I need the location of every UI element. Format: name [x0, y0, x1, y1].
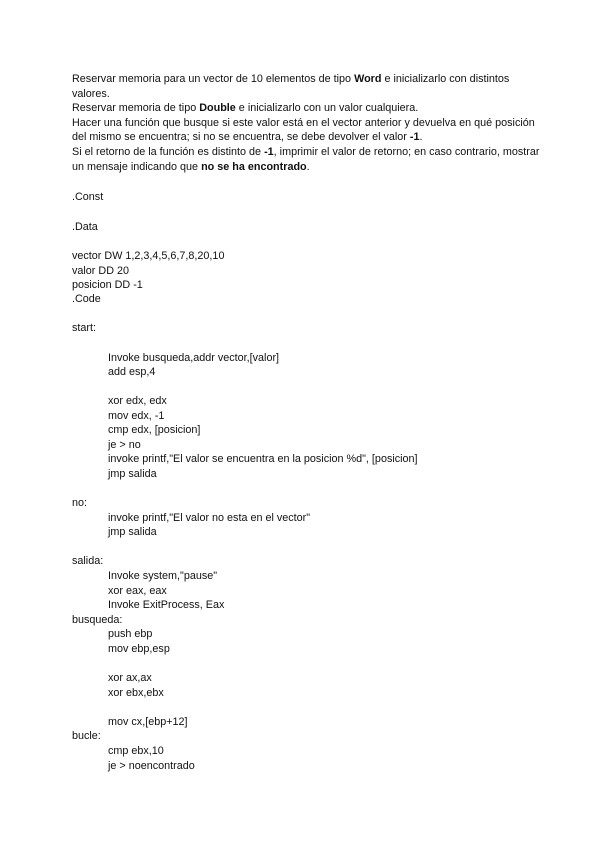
label-busqueda: busqueda:: [72, 614, 123, 626]
code-line: invoke printf,"El valor no esta en el vector": [108, 512, 311, 524]
label-start: start:: [72, 322, 96, 334]
code-line: xor ebx,ebx: [108, 687, 164, 699]
code-line: je > noencontrado: [108, 760, 195, 772]
code-line: add esp,4: [108, 366, 156, 378]
label-bucle: bucle:: [72, 730, 101, 742]
code-line: xor eax, eax: [108, 585, 167, 597]
code-line: je > no: [108, 439, 141, 451]
code-line: cmp edx, [posicion]: [108, 424, 201, 436]
code-line: mov cx,[ebp+12]: [108, 716, 188, 728]
code-line: Invoke busqueda,addr vector,[valor]: [108, 352, 280, 364]
bold-minus-one: -1: [264, 145, 274, 158]
code-line: mov edx, -1: [108, 410, 165, 422]
code-line: push ebp: [108, 628, 153, 640]
code-line: Invoke system,"pause": [108, 570, 218, 582]
statement-paragraph-2: Reservar memoria de tipo Double e inicializarlo con un valor cualquiera.: [72, 102, 419, 115]
exercise-statement: [72, 72, 542, 174]
bold-double: Double: [199, 102, 236, 115]
code-line: invoke printf,"El valor se encuentra en la posicion %d", [posicion]: [108, 453, 418, 465]
data-directive: .Data: [72, 221, 98, 233]
code-line: mov ebp,esp: [108, 643, 170, 655]
bold-minus-one: -1: [409, 131, 420, 144]
code-line: valor DD 20: [72, 265, 130, 277]
code-line: jmp salida: [108, 526, 157, 538]
label-salida: salida:: [72, 555, 104, 567]
code-line: xor edx, edx: [108, 395, 167, 407]
bold-not-found: no se ha encontrado: [201, 160, 307, 173]
statement-paragraph-3: Hacer una función que busque si este valor está en el vector anterior y devuelva en qué posición del mismo se encuentra; si no se encuentra, se debe devolver el valor -1.: [72, 116, 535, 144]
code-line: posicion DD -1: [72, 279, 143, 291]
bold-word: Word: [354, 73, 382, 85]
code-directive: .Code: [72, 293, 101, 305]
statement-paragraph-4: Si el retorno de la función es distinto de -1, imprimir el valor de retorno; en caso contrario, mostrar un mensaje indicando que no se ha encontrado.: [72, 145, 540, 173]
statement-paragraph-1: Reservar memoria para un vector de 10 elementos de tipo Word e inicializarlo con distintos valores.: [72, 73, 510, 100]
const-directive: .Const: [72, 191, 104, 203]
code-line: Invoke ExitProcess, Eax: [108, 599, 225, 611]
code-line: cmp ebx,10: [108, 745, 164, 757]
code-line: xor ax,ax: [108, 672, 152, 684]
code-line: vector DW 1,2,3,4,5,6,7,8,20,10: [72, 250, 225, 262]
code-line: jmp salida: [108, 468, 157, 480]
label-no: no:: [72, 497, 88, 509]
